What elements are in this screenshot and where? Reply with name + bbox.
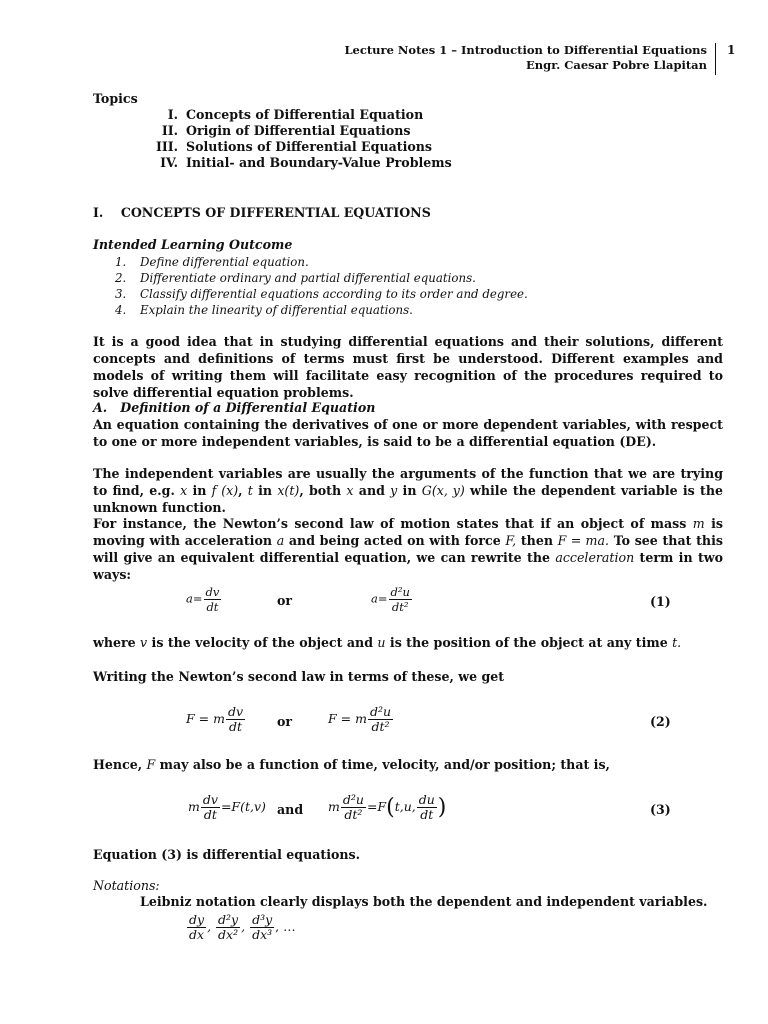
leibniz-text: Leibniz notation clearly displays both the dependent and independent variables. [140, 894, 708, 909]
ilo-heading: Intended Learning Outcome [93, 237, 293, 252]
page-number: 1 [727, 43, 736, 57]
notations-heading: Notations: [93, 878, 160, 893]
leibniz-notation: $\frac{dy}{dx}$ , $\frac{\text{d²y}}{\text{dx²}}$ , $\frac{\text{d³y}}{\text{dx³}}$ , … [189, 912, 296, 942]
definition-paragraph: An equation containing the derivatives of one or more dependent variables, with respect to one or more independent variables, is said to be a differential equation (DE). [93, 417, 723, 449]
ilo-list [115, 254, 528, 318]
hence-paragraph: Hence, F may also be a function of time, velocity, and/or position; that is, [93, 757, 610, 772]
topic-label: Solutions of Differential Equations [186, 139, 433, 154]
or-label: or [277, 593, 293, 608]
list-item: 1. Define differential equation. [115, 255, 309, 269]
equation-2b: F = m $\frac{\text{d²u}}{\text{dt²}}$ [328, 704, 392, 734]
topic-num: II. [161, 123, 178, 138]
equation-3a: m $\frac{dv}{dt}$ =F(t,v) [188, 792, 266, 822]
topic-num: III. [155, 139, 178, 154]
topic-label: Origin of Differential Equations [186, 123, 411, 138]
equation-2a: F = m $\frac{dv}{dt}$ [186, 704, 244, 734]
equation-number: (3) [650, 802, 671, 817]
equation-1b: a= $\frac{\text{d²u}}{\text{dt²}}$ [371, 585, 410, 614]
list-item: 3. Classify differential equations according to its order and degree. [115, 287, 528, 301]
or-label: or [277, 714, 293, 729]
topic-num: I. [167, 107, 178, 122]
list-item: 4. Explain the linearity of differential equations. [115, 303, 413, 317]
equation-number: (2) [650, 714, 671, 729]
equation-1a: a= $\frac{dv}{dt}$ [186, 585, 220, 614]
and-label: and [277, 802, 304, 817]
subsection-heading: A. Definition of a Differential Equation [93, 400, 376, 415]
equation-number: (1) [650, 594, 671, 609]
independent-variables-paragraph: The independent variables are usually the arguments of the function that we are trying to find, e.g. x in f (x), t in x(t), both x and y in G(x, y) while the dependent variable is the unknown function. [93, 466, 723, 515]
topic-num: IV. [160, 155, 178, 170]
topic-label: Concepts of Differential Equation [186, 107, 424, 122]
newton-paragraph: For instance, the Newton’s second law of motion states that if an object of mass m is moving with acceleration a and being acted on with force F, then F = ma. To see that this will give an equivalent differential equation, we can rewrite the acceleration term in two ways: [93, 516, 724, 582]
writing-paragraph: Writing the Newton’s second law in terms of these, we get [93, 669, 505, 684]
where-paragraph: where v is the velocity of the object and u is the position of the object at any time t. [93, 635, 682, 650]
topics-heading: Topics [93, 91, 138, 106]
topic-label: Initial- and Boundary-Value Problems [186, 155, 452, 170]
header-author: Engr. Caesar Pobre Llapitan [526, 58, 707, 72]
intro-paragraph: It is a good idea that in studying differential equations and their solutions, different concepts and definitions of terms must first be understood. Different examples and models of writing them will facilitate easy recognition of the procedures required to solve differential equation problems. [93, 334, 723, 400]
running-header [344, 43, 716, 75]
header-title: Lecture Notes 1 – Introduction to Differential Equations [344, 43, 707, 57]
section-heading: I. CONCEPTS OF DIFFERENTIAL EQUATIONS [93, 205, 431, 220]
equation-3b: m $\frac{\text{d²u}}{\text{dt²}}$ =F(t,u, $\frac{du}{dt}$ ) [328, 792, 447, 822]
list-item: 2. Differentiate ordinary and partial differential equations. [115, 271, 476, 285]
equation-3-note: Equation (3) is differential equations. [93, 847, 361, 862]
